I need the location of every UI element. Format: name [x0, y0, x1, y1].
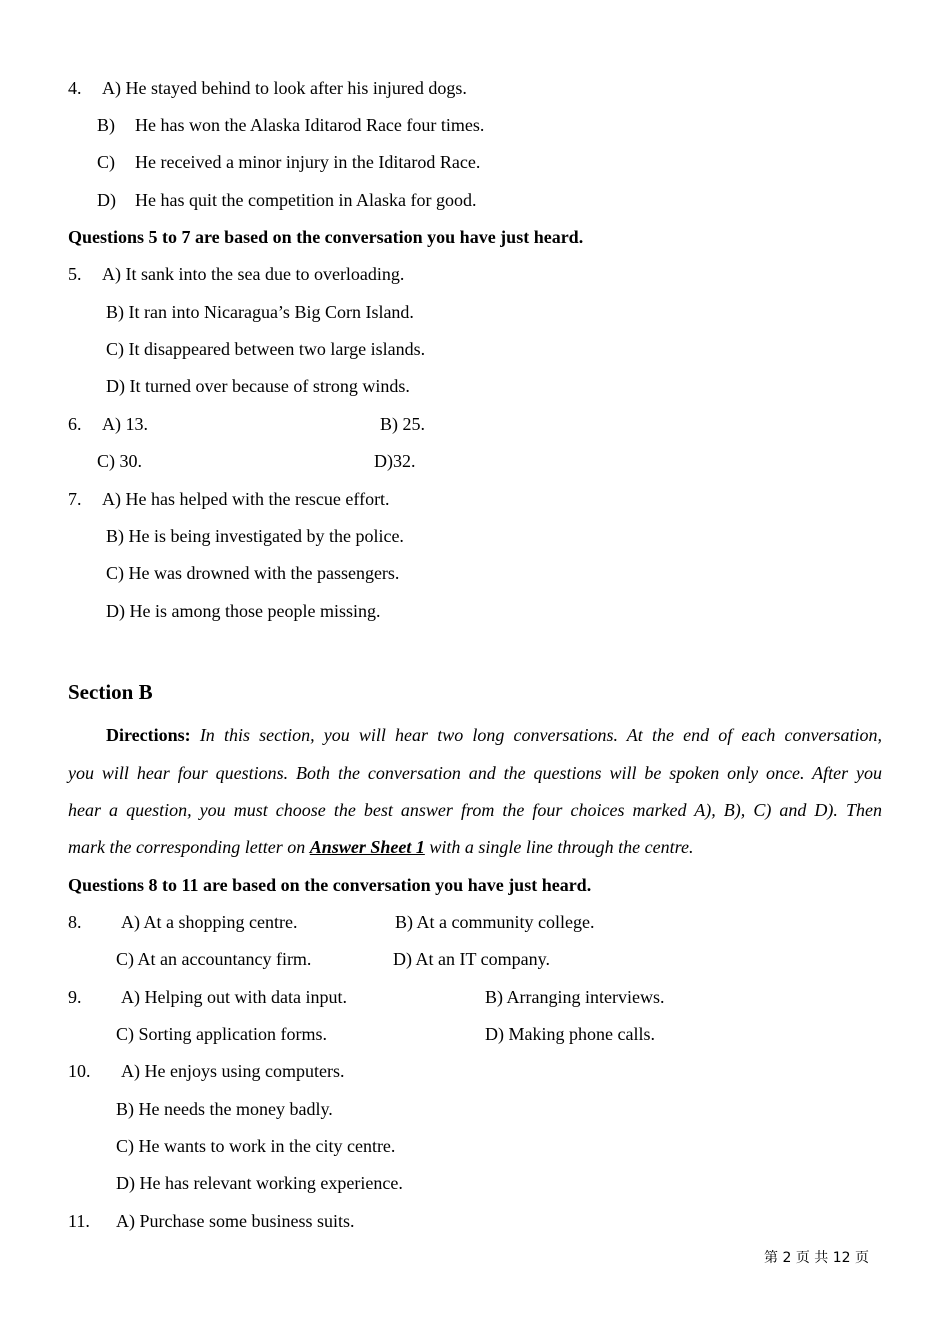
directions-line-1: Directions: In this section, you will hear two long conversations. At the end of each conversation,	[106, 725, 882, 745]
q6-option-b: B) 25.	[380, 414, 425, 434]
q8-option-c: C) At an accountancy firm.	[116, 949, 312, 969]
directions-line-4: mark the corresponding letter on Answer Sheet 1 with a single line through the centre.	[68, 837, 694, 857]
q5-option-c: C) It disappeared between two large islands.	[106, 339, 426, 359]
q7-number: 7.	[68, 489, 82, 509]
directions-label: Directions:	[106, 725, 191, 745]
q8-number: 8.	[68, 912, 82, 932]
q9-option-a: A) Helping out with data input.	[121, 987, 347, 1007]
q4-option-b: He has won the Alaska Iditarod Race four times.	[135, 115, 485, 135]
q7-option-c: C) He was drowned with the passengers.	[106, 563, 400, 583]
q10-number: 10.	[68, 1061, 91, 1081]
q8-option-b: B) At a community college.	[395, 912, 595, 932]
q5-option-b: B) It ran into Nicaragua’s Big Corn Island.	[106, 302, 414, 322]
q11-option-a: A) Purchase some business suits.	[116, 1211, 355, 1231]
q8-option-a: A) At a shopping centre.	[121, 912, 298, 932]
current-page-number: 2	[782, 1250, 792, 1266]
q4-option-c: He received a minor injury in the Iditarod Race.	[135, 152, 481, 172]
q8-option-d: D) At an IT company.	[393, 949, 550, 969]
page-footer: 第 2 页 共 12 页	[764, 1250, 870, 1266]
q6-option-c: C) 30.	[97, 451, 142, 471]
q4-option-d: He has quit the competition in Alaska for good.	[135, 190, 477, 210]
q10-option-a: A) He enjoys using computers.	[121, 1061, 345, 1081]
q6-option-d: D)32.	[374, 451, 416, 471]
q7-option-a: A) He has helped with the rescue effort.	[102, 489, 390, 509]
q7-option-d: D) He is among those people missing.	[106, 601, 381, 621]
q11-number: 11.	[68, 1211, 90, 1231]
q10-option-b: B) He needs the money badly.	[116, 1099, 333, 1119]
directions-line-2: you will hear four questions. Both the conversation and the questions will be spoken only once. After you	[68, 763, 882, 783]
q9-number: 9.	[68, 987, 82, 1007]
q5-option-d: D) It turned over because of strong winds.	[106, 376, 410, 396]
q4-option-d-label: D)	[97, 190, 116, 210]
q6-option-a: A) 13.	[102, 414, 148, 434]
section-b-title: Section B	[68, 680, 153, 704]
q5-option-a: A) It sank into the sea due to overloading.	[102, 264, 405, 284]
q9-option-d: D) Making phone calls.	[485, 1024, 655, 1044]
q6-number: 6.	[68, 414, 82, 434]
q4-option-b-label: B)	[97, 115, 115, 135]
q9-option-b: B) Arranging interviews.	[485, 987, 665, 1007]
total-page-count: 12	[832, 1250, 851, 1266]
q4-option-c-label: C)	[97, 152, 115, 172]
q9-option-c: C) Sorting application forms.	[116, 1024, 327, 1044]
q4-number: 4.	[68, 78, 82, 98]
q7-option-b: B) He is being investigated by the police.	[106, 526, 404, 546]
q10-option-c: C) He wants to work in the city centre.	[116, 1136, 396, 1156]
questions-8-11-heading: Questions 8 to 11 are based on the conversation you have just heard.	[68, 875, 592, 895]
directions-line-3: hear a question, you must choose the best answer from the four choices marked A), B), C) and D). Then	[68, 800, 882, 820]
q10-option-d: D) He has relevant working experience.	[116, 1173, 403, 1193]
answer-sheet-1: Answer Sheet 1	[309, 837, 425, 857]
q5-number: 5.	[68, 264, 82, 284]
q4-option-a: A) He stayed behind to look after his injured dogs.	[102, 78, 467, 98]
questions-5-7-heading: Questions 5 to 7 are based on the conversation you have just heard.	[68, 227, 584, 247]
